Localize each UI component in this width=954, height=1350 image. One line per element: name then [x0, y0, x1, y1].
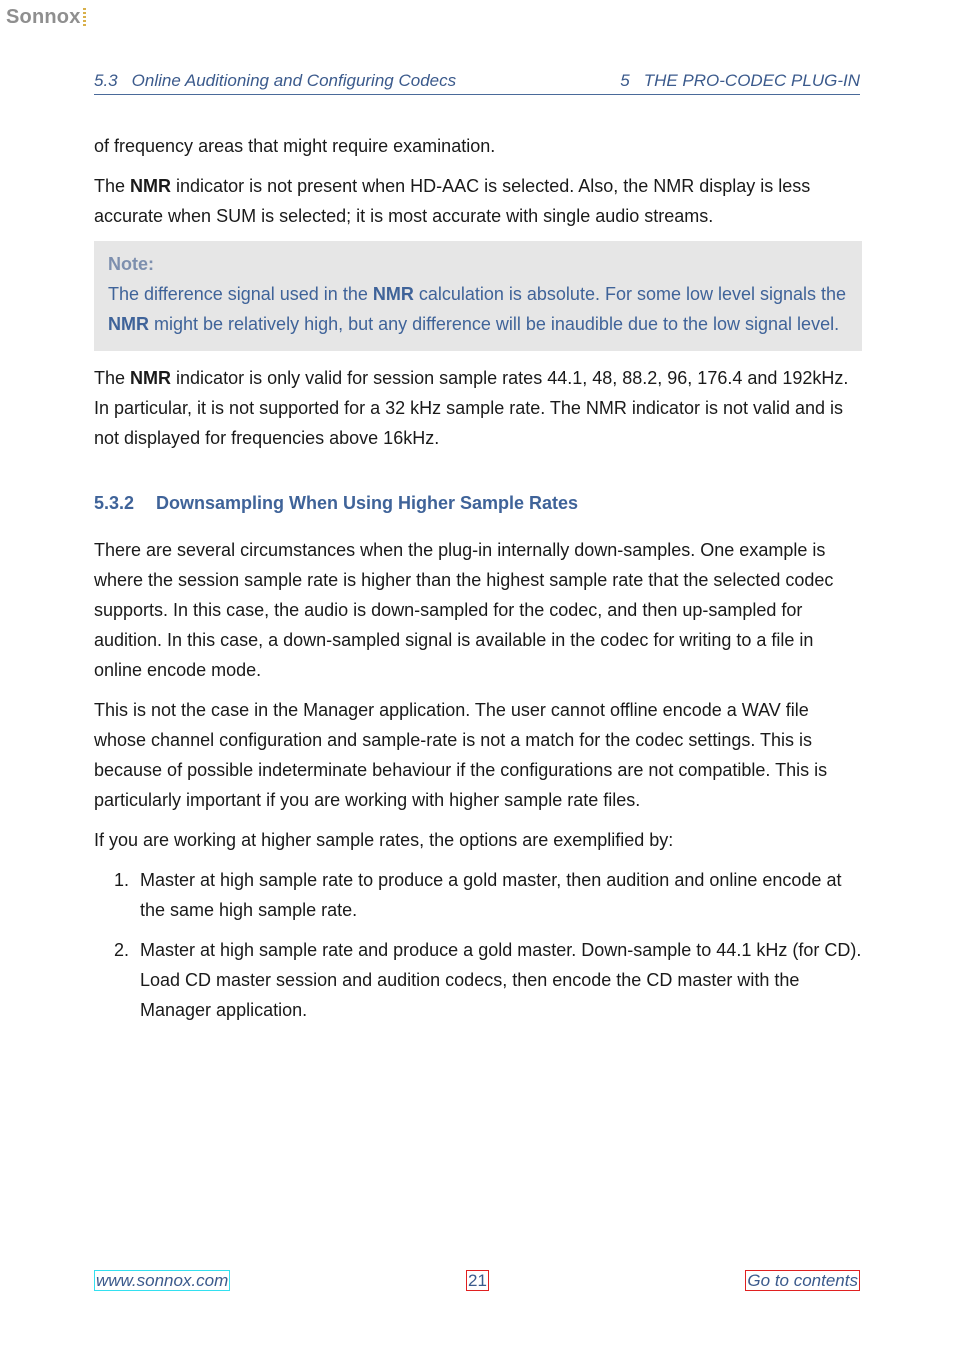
page-footer [94, 1270, 860, 1292]
options-list [94, 865, 862, 1025]
header-chapter-title: THE PRO-CODEC PLUG-IN [643, 71, 860, 90]
section-number: 5.3.2 [94, 493, 135, 513]
header-section-title: Online Auditioning and Configuring Codecs [131, 71, 457, 90]
list-marker: 1. [114, 870, 130, 890]
note-label: Note: [108, 254, 154, 274]
text-span: indicator is not present when HD-AAC is selected. Also, the NMR display is less accurate when SUM is selected; it is most accurate with single audio streams. [94, 176, 811, 226]
section-heading [94, 491, 862, 515]
paragraph-continuation: of frequency areas that might require examination. [94, 136, 496, 156]
paragraph-options-intro: If you are working at higher sample rates, the options are exemplified by: [94, 830, 674, 850]
nmr-bold: NMR [372, 284, 414, 304]
sonnox-logo [6, 6, 86, 29]
paragraph-nmr-valid-rates [94, 363, 862, 453]
text-span: The difference signal used in the [108, 284, 373, 304]
nmr-bold: NMR [130, 368, 172, 388]
text-span: The [94, 176, 131, 196]
paragraph-downsampling: There are several circumstances when the plug-in internally down-samples. One example is where the session sample rate is higher than the highest sample rate that the selected codec supports. In this case, the audio is down-sampled for the codec, and then up-sampled for audition. In this case, a down-sampled signal is available in the codec for writing to a file in online encode mode. [94, 540, 834, 680]
page-number-link[interactable]: 21 [468, 1271, 487, 1290]
header-chapter-number: 5 [620, 71, 630, 90]
nmr-bold: NMR [108, 314, 149, 334]
section-title: Downsampling When Using Higher Sample Rates [156, 493, 579, 513]
running-header [94, 70, 860, 95]
list-item-text: Master at high sample rate to produce a gold master, then audition and online encode at the same high sample rate. [140, 870, 842, 920]
header-section-number: 5.3 [94, 71, 118, 90]
note-box [94, 241, 862, 351]
list-item [94, 935, 862, 1025]
list-item-text: Master at high sample rate and produce a gold master. Down-sample to 44.1 kHz (for CD). Load CD master session and audition codecs, then encode the CD master with the Manager application. [140, 940, 862, 1020]
nmr-bold: NMR [130, 176, 172, 196]
logo-text: Sonnox [6, 6, 81, 28]
note-text [108, 279, 848, 339]
text-span: calculation is absolute. For some low level signals the [413, 284, 847, 304]
text-span: The [94, 368, 131, 388]
paragraph-nmr-not-present [94, 171, 862, 231]
text-span: might be relatively high, but any difference will be inaudible due to the low signal level. [149, 314, 840, 334]
website-link[interactable]: www.sonnox.com [96, 1271, 229, 1290]
list-item [94, 865, 862, 925]
header-chapter [620, 71, 860, 91]
header-section [94, 71, 456, 91]
paragraph-manager: This is not the case in the Manager application. The user cannot offline encode a WAV file whose channel configuration and sample-rate is not a match for the codec settings. This is because of possible indeterminate behaviour if the configurations are not compatible. This is particularly important if you are working with higher sample rate files. [94, 700, 828, 810]
list-marker: 2. [114, 940, 130, 960]
go-to-contents-link[interactable]: Go to contents [747, 1271, 858, 1290]
logo-dots-icon [83, 8, 86, 26]
text-span: indicator is only valid for session sample rates 44.1, 48, 88.2, 96, 176.4 and 192kHz. In particular, it is not supported for a 32 kHz sample rate. The NMR indicator is not valid and is not displayed for frequencies above 16kHz. [94, 368, 849, 448]
page-content [94, 131, 862, 1035]
